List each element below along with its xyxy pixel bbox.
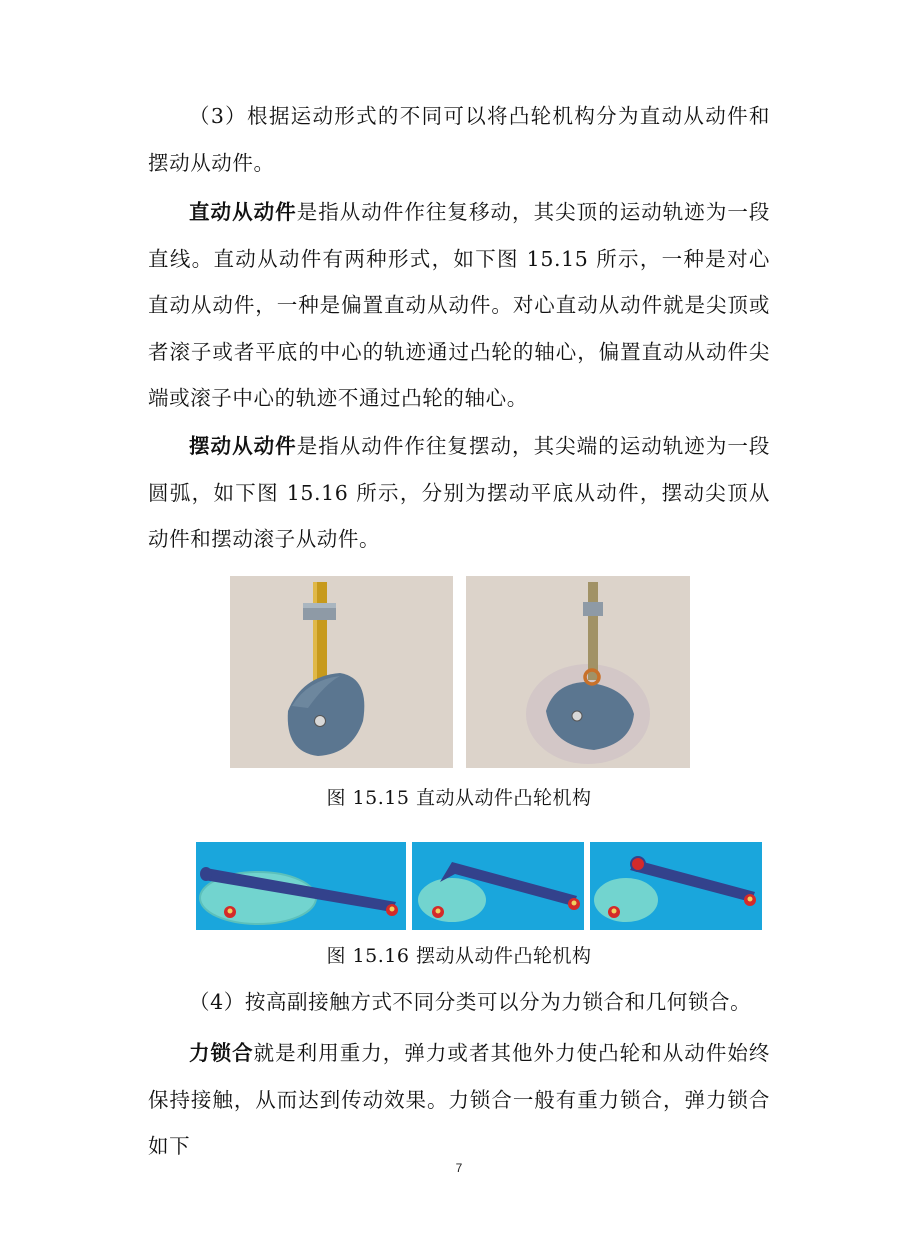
page-number: 7: [455, 1161, 463, 1175]
figure-15-16-flat-faced-follower: [196, 842, 406, 930]
roller-follower-illustration: [590, 842, 762, 930]
figure-15-15-offset-follower: [466, 576, 690, 768]
figure-15-16-caption: 图 15.16 摆动从动件凸轮机构: [326, 945, 592, 967]
paragraph-5-text: 就是利用重力，弹力或者其他外力使凸轮和从动件始终保持接触，从而达到传动效果。力锁合一般有重力锁合，弹力锁合如下: [148, 1041, 770, 1158]
figure-15-15-centered-follower: [230, 576, 453, 768]
paragraph-4: [148, 979, 770, 1026]
figure-15-16-knife-edge-follower: [412, 842, 584, 930]
offset-follower-illustration: [466, 576, 690, 768]
paragraph-1: [148, 93, 770, 186]
paragraph-2-term: 直动从动件: [189, 200, 297, 224]
paragraph-4-text: （4）按高副接触方式不同分类可以分为力锁合和几何锁合。: [189, 990, 752, 1014]
paragraph-3: [148, 423, 770, 563]
knife-edge-follower-illustration: [412, 842, 584, 930]
figure-15-15-caption: 图 15.15 直动从动件凸轮机构: [326, 787, 592, 809]
flat-faced-follower-illustration: [196, 842, 406, 930]
paragraph-5-term: 力锁合: [189, 1041, 254, 1065]
paragraph-1-text: （3）根据运动形式的不同可以将凸轮机构分为直动从动件和摆动从动件。: [148, 104, 770, 175]
figure-15-16-roller-follower: [590, 842, 762, 930]
paragraph-3-text: 是指从动件作往复摆动，其尖端的运动轨迹为一段圆弧，如下图 15.16 所示，分别为摆动平底从动件，摆动尖顶从动件和摆动滚子从动件。: [148, 434, 771, 551]
paragraph-2-text: 是指从动件作往复移动，其尖顶的运动轨迹为一段直线。直动从动件有两种形式，如下图 15.15 所示，一种是对心直动从动件，一种是偏置直动从动件。对心直动从动件就是尖顶或者滚子或者平底的中心的轨迹通过凸轮的轴心，偏置直动从动件尖端或滚子中心的轨迹不通过凸轮的轴心。: [148, 200, 771, 410]
paragraph-3-term: 摆动从动件: [189, 434, 297, 458]
paragraph-5: [148, 1030, 770, 1170]
paragraph-2: [148, 189, 770, 422]
centered-follower-illustration: [230, 576, 453, 768]
